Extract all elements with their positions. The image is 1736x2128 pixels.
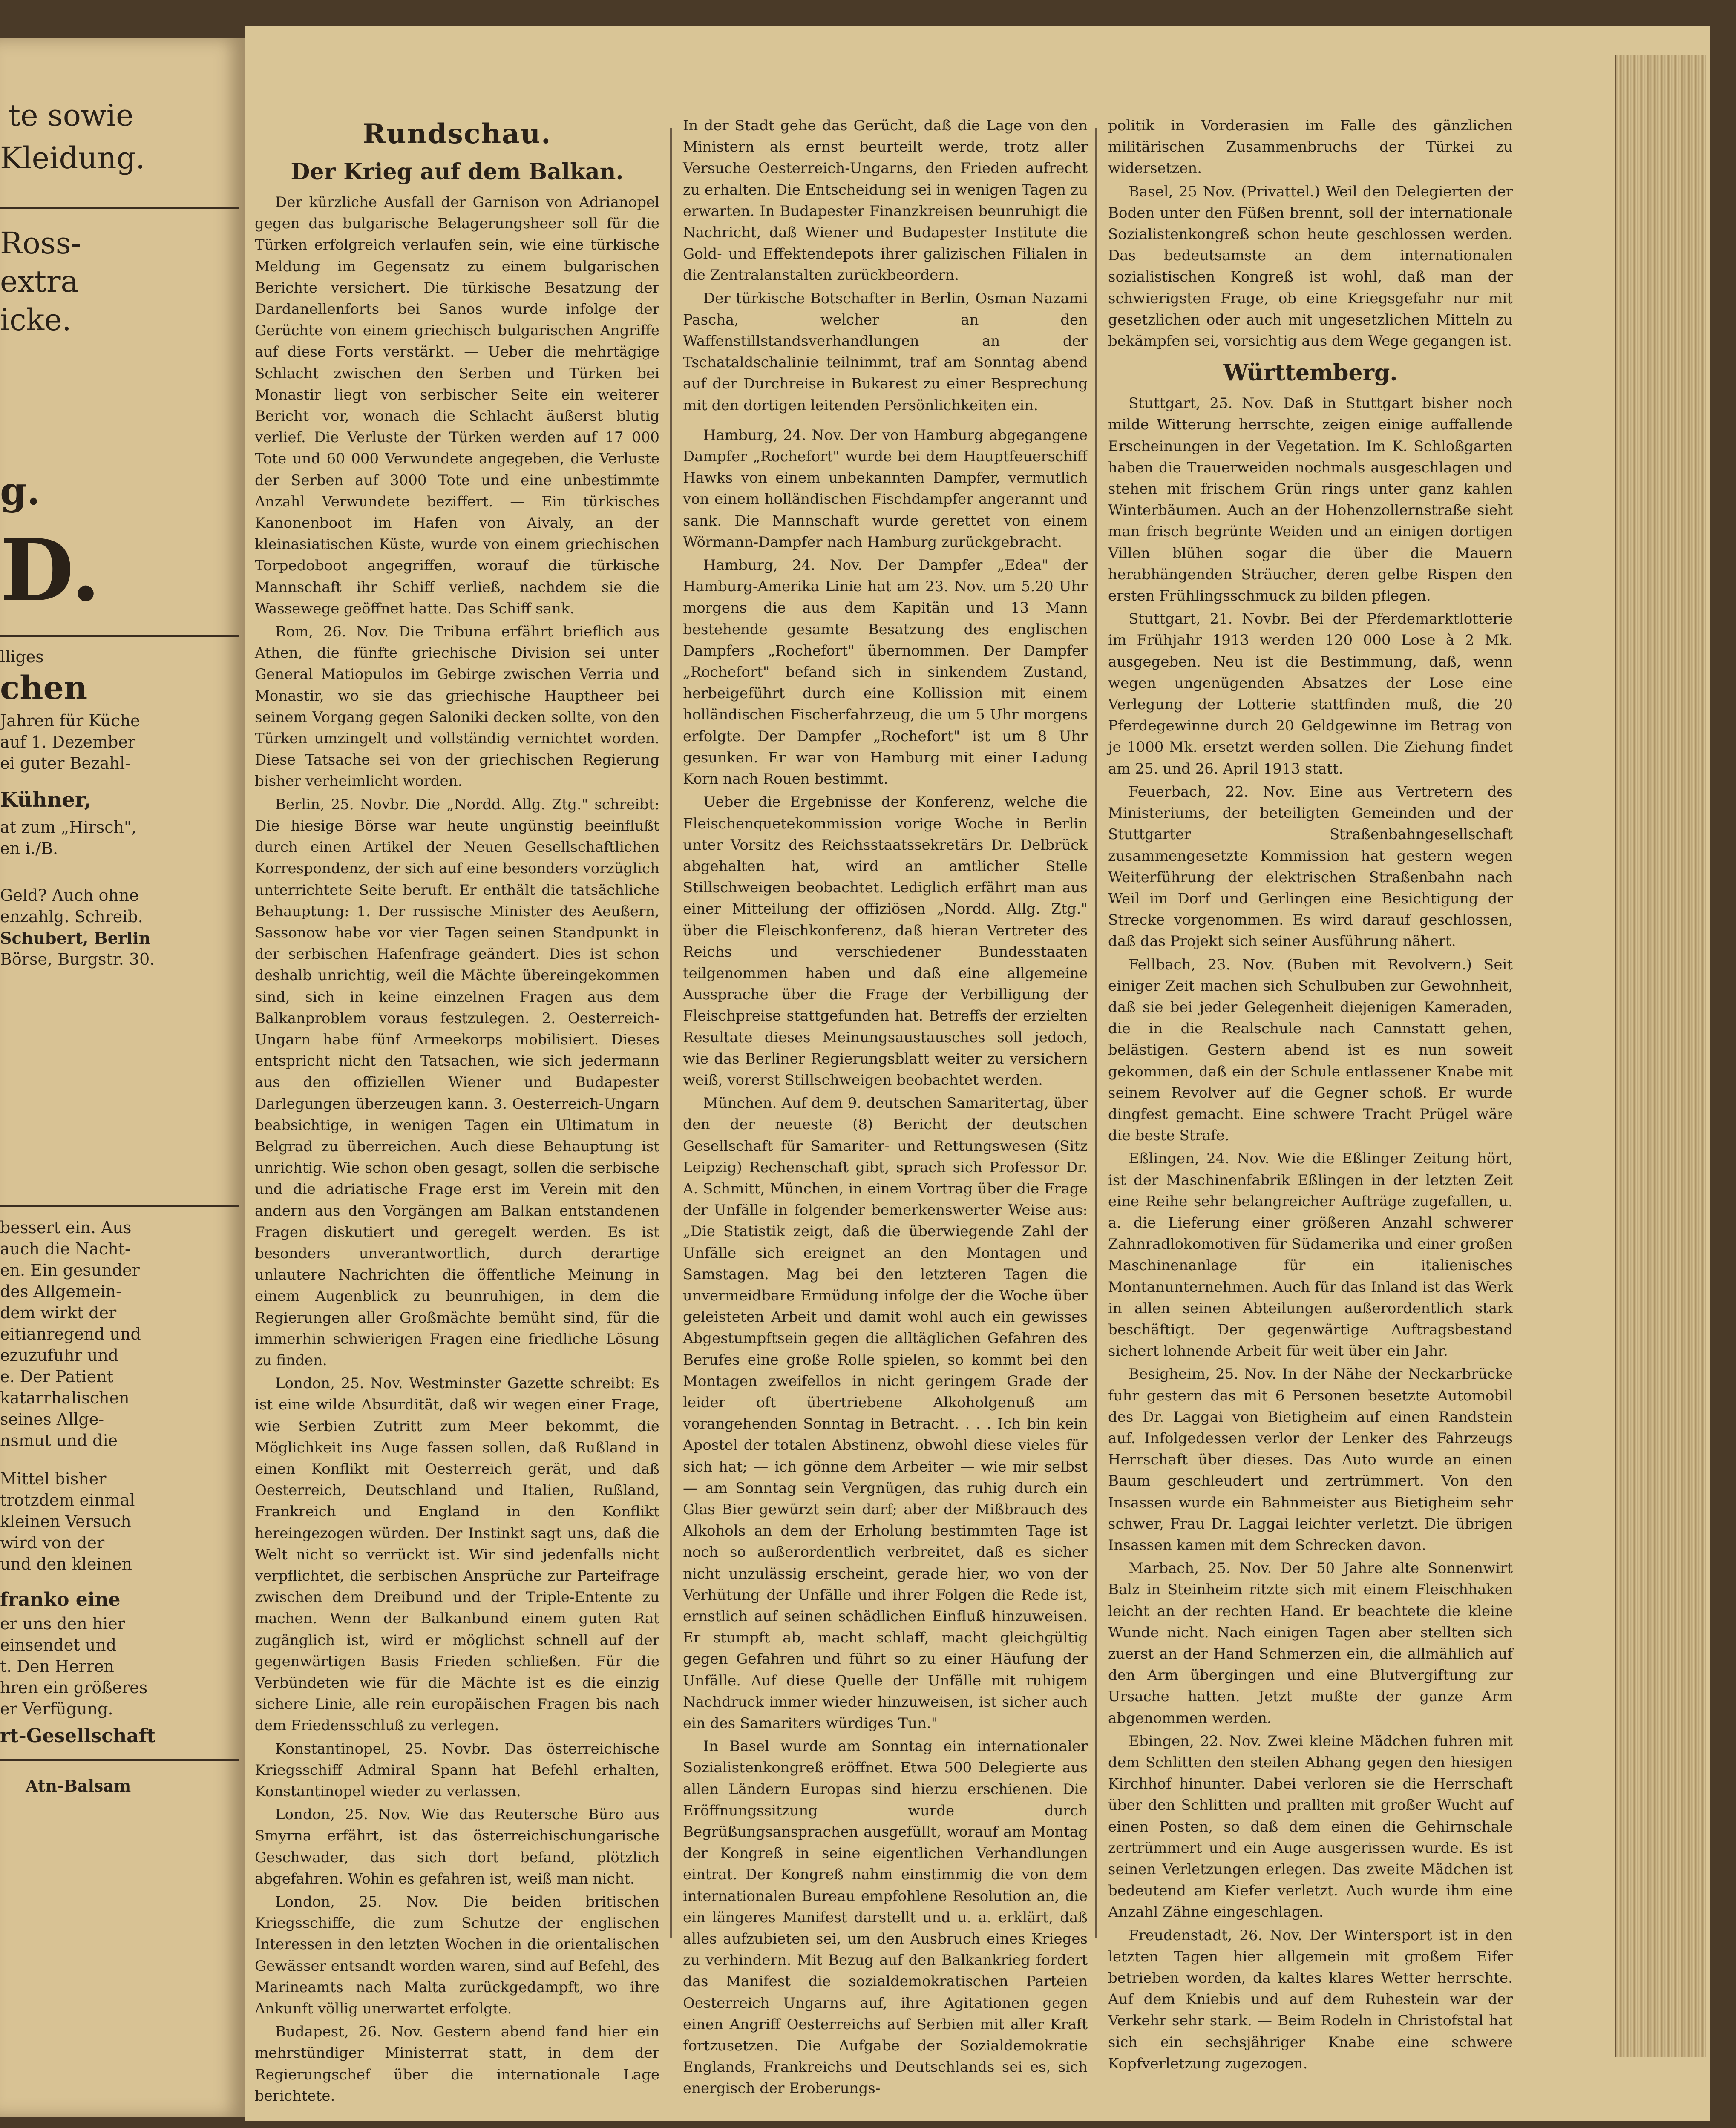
left-page-line: trotzdem einmal [0, 1491, 135, 1510]
left-page-line: hren ein größeres [0, 1678, 148, 1697]
paragraph: London, 25. Nov. Wie das Reutersche Büro aus Smyrna erfährt, ist das österreichischungarische Geschwader, das sich dort befand, plötzlich abgefahren. Wohin es gefahren ist, weiß man nicht. [255, 1806, 659, 1887]
left-page-line: t. Den Herren [0, 1657, 114, 1676]
column-3 [1108, 115, 1513, 2072]
paragraph: In der Stadt gehe das Gerücht, daß die Lage von den Ministern als ernst beurteilt werde, trotz aller Versuche Oesterreich-Ungarns, den Frieden aufrecht zu erhalten. Die Entscheidung sei in wenigen Tagen zu erwarten. In Budapester Finanzkreisen beunruhigt die Nachricht, daß Wiener und Budapester Institute die Gold- und Effektendepots ihrer galizischen Filialen in die Zentralanstalten zurückbeordern. [683, 117, 1088, 284]
column-1 [255, 115, 659, 2105]
left-page-line: er Verfügung. [0, 1700, 113, 1718]
column-rule [670, 128, 672, 1938]
left-page-line: des Allgemein- [0, 1282, 121, 1301]
paragraph: Der türkische Botschafter in Berlin, Osman Nazami Pascha, welcher an den Waffenstillstandsverhandlungen an der Tschataldschalinie teilnimmt, traf am Sonntag abend auf der Durchreise in Bukarest zu einer Besprechung mit den dortigen leitenden Persönlichkeiten ein. [683, 290, 1088, 414]
left-page-line: franko eine [0, 1589, 121, 1610]
left-page-line: ei guter Bezahl- [0, 754, 131, 773]
page-edges [1615, 55, 1706, 2057]
column-2 [683, 115, 1088, 2097]
paragraph: Berlin, 25. Novbr. Die „Nordd. Allg. Ztg." schreibt: Die hiesige Börse war heute ungünstig beeinflußt durch einen Artikel der Neuen Gesellschaftlichen Korrespondenz, der sich auf eine besonders vorzüglich unterrichtete Seite beruft. Er enthält die tatsächliche Behauptung: 1. Der russische Minister des Aeußern, Sassonow habe vor vier Tagen seinen Standpunkt in der serbischen Hafenfrage geändert. Dies ist schon deshalb unrichtig, weil die Mächte übereingekommen sind, sich in keine einzelnen Fragen aus dem Balkanproblem voraus festzulegen. 2. Oesterreich-Ungarn habe fünf Armeekorps mobilisiert. Dieses entspricht nicht den Tatsachen, wie sich jedermann aus den offiziellen Wiener und Budapester Darlegungen überzeugen kann. 3. Oesterreich-Ungarn beabsichtige, in wenigen Tagen ein Ultimatum in Belgrad zu überreichen. Auch diese Behauptung ist unrichtig. Wie schon oben gesagt, sollen die serbische und die adriatische Frage erst im Verein mit den andern aus den Vorgängen am Balkan entstandenen Fragen diskutiert und geregelt werden. Es ist besonders unverantwortlich, durch derartige unlautere Nachrichten die öffentliche Meinung in einem Augenblick zu beunruhigen, in dem die Regierungen aller Großmächte bemüht sind, für die immerhin schwierigen Fragen eine friedliche Lösung zu finden. [255, 796, 659, 1369]
left-page-line: Geld? Auch ohne [0, 886, 139, 905]
left-page-line: er uns den hier [0, 1614, 125, 1633]
paragraph: Freudenstadt, 26. Nov. Der Wintersport ist in den letzten Tagen hier allgemein mit großem Eifer betrieben worden, da kaltes klares Wetter herrschte. Auf dem Kniebis und auf dem Ruhestein war der Verkehr sehr stark. — Beim Rodeln in Christofstal hat sich ein sechsjähriger Knabe eine schwere Kopfverletzung zugezogen. [1108, 1927, 1513, 2072]
paragraph: Hamburg, 24. Nov. Der von Hamburg abgegangene Dampfer „Rochefort" wurde bei dem Hauptfeuerschiff Hawks von einem unbekannten Dampfer, vermutlich von einem holländischen Fischdampfer angerannt und sank. Die Mannschaft wurde gerettet von einem Wörmann-Dampfer nach Hamburg zurückgebracht. [683, 426, 1088, 551]
left-page-rule [0, 1205, 239, 1207]
left-page-line: chen [0, 669, 88, 707]
left-page-line: nsmut und die [0, 1431, 118, 1450]
left-page-line: D. [0, 520, 101, 621]
left-page-line: bessert ein. Aus [0, 1218, 132, 1237]
left-page-rule [0, 635, 239, 637]
left-page-line: lliges [0, 647, 44, 666]
left-page-line: g. [0, 469, 40, 514]
paragraph: politik in Vorderasien im Falle des gänzlichen militärischen Zusammenbruchs der Türkei zu widersetzen. [1108, 117, 1513, 177]
left-page-line: at zum „Hirsch", [0, 818, 137, 837]
paragraph: In Basel wurde am Sonntag ein internationaler Sozialistenkongreß eröffnet. Etwa 500 Delegierte aus allen Ländern Europas sind hierzu erschienen. Die Eröffnungssitzung wurde durch Begrüßungsansprachen ausgefüllt, worauf am Montag der Kongreß in seine eigentlichen Verhandlungen eintrat. Der Kongreß nahm einstimmig die von dem internationalen Bureau empfohlene Resolution an, die ein längeres Manifest darstellt und u. a. erklärt, daß alles aufzubieten sei, um den Ausbruch eines Krieges zu verhindern. Mit Bezug auf den Balkankrieg fordert das Manifest die sozialdemokratischen Parteien Oesterreich Ungarns auf, ihre Agitationen gegen einen Angriff Oesterreichs auf Serbien mit aller Kraft fortzusetzen. Die Aufgabe der Sozialdemokratie Englands, Frankreichs und Deutschlands sei es, sich energisch der Eroberungs- [683, 1738, 1088, 2097]
left-page-line: Kleidung. [0, 141, 145, 175]
section-title: Rundschau. [363, 118, 552, 150]
paragraph: Konstantinopel, 25. Novbr. Das österreichische Kriegsschiff Admiral Spann hat Befehl erhalten, Konstantinopel wieder zu verlassen. [255, 1740, 659, 1800]
left-page-rule [0, 1759, 239, 1761]
left-page-line: einsendet und [0, 1636, 117, 1654]
left-page-line: ezuzufuhr und [0, 1346, 119, 1365]
paragraph: Marbach, 25. Nov. Der 50 Jahre alte Sonnenwirt Balz in Steinheim ritzte sich mit einem Fleischhaken leicht an der rechten Hand. Er beachtete die kleine Wunde nicht. Nach einigen Tagen aber stellten sich zuerst an der Hand Schmerzen ein, die allmählich auf den Arm übergingen und eine Blutvergiftung zur Ursache hatten. Jetzt mußte der ganze Arm abgenommen werden. [1108, 1560, 1513, 1727]
left-page-line: auch die Nacht- [0, 1239, 130, 1258]
paragraph: Besigheim, 25. Nov. In der Nähe der Neckarbrücke fuhr gestern das mit 6 Personen besetzte Automobil des Dr. Laggai von Bietigheim auf einen Randstein auf. Infolgedessen verlor der Lenker des Fahrzeugs Herrschaft über dieses. Das Auto wurde an einen Baum geschleudert und zertrümmert. Von den Insassen wurde ein Bahnmeister aus Bietigheim sehr schwer, Frau Dr. Laggai leichter verletzt. Die übrigen Insassen kamen mit dem Schrecken davon. [1108, 1366, 1513, 1554]
paragraph: Fellbach, 23. Nov. (Buben mit Revolvern.) Seit einiger Zeit machen sich Schulbuben zur Gewohnheit, daß sie bei jeder Gelegenheit diejenigen Kameraden, die in die Realschule nach Cannstatt gehen, belästigen. Gestern abend ist es nun soweit gekommen, daß ein der Schule entlassener Knabe mit seinem Revolver auf die Gegner schoß. Er wurde dingfest gemacht. Eine schwere Tracht Prügel wäre die beste Strafe. [1108, 956, 1513, 1145]
paragraph: London, 25. Nov. Die beiden britischen Kriegsschiffe, die zum Schutze der englischen Interessen in den letzten Wochen in die orientalischen Gewässer entsandt worden waren, sind auf Befehl, des Marineamts nach Malta zurückgedampft, wo ihre Ankunft völlig unerwartet erfolgte. [255, 1893, 659, 2018]
left-page-line: wird von der [0, 1533, 105, 1552]
paragraph: Rom, 26. Nov. Die Tribuna erfährt brieflich aus Athen, die fünfte griechische Division sei unter General Matiopulos im Gebirge zwischen Verria und Monastir, wo sie das griechische Hauptheer bei seinem Vorgang gegen Saloniki decken sollte, von den Türken umzingelt und vollständig vernichtet worden. Diese Tatsache sei von der griechischen Regierung bisher verheimlicht worden. [255, 623, 659, 790]
paragraph: Stuttgart, 21. Novbr. Bei der Pferdemarktlotterie im Frühjahr 1913 werden 120 000 Lose à 2 Mk. ausgegeben. Neu ist die Bestimmung, daß, wenn wegen ungenügenden Absatzes der Lose eine Verlegung der Lotterie stattfinden muß, die 20 Pferdegewinne durch 20 Geldgewinne im Betrag von je 1000 Mk. ersetzt werden sollen. Die Ziehung findet am 25. und 26. April 1913 statt. [1108, 610, 1513, 777]
left-page-line: Börse, Burgstr. 30. [0, 950, 155, 969]
left-page-line: en. Ein gesunder [0, 1261, 140, 1280]
left-page-fragment [0, 38, 245, 2117]
left-page-line: Kühner, [0, 788, 92, 812]
left-page-line: eitianregend und [0, 1325, 141, 1343]
paragraph: Ebingen, 22. Nov. Zwei kleine Mädchen fuhren mit dem Schlitten den steilen Abhang gegen den hiesigen Kirchhof hinunter. Dabei verloren sie die Herrschaft über den Schlitten und prallten mit großer Wucht auf einen Posten, so daß dem einen die Gehirnschale zertrümmert und ein Auge ausgerissen wurde. Es ist seinen Verletzungen erlegen. Das zweite Mädchen ist bedeutend am Kiefer verletzt. Auch wurde ihm eine Anzahl Zähne eingeschlagen. [1108, 1732, 1513, 1921]
left-page-line: dem wirkt der [0, 1303, 117, 1322]
paragraph: London, 25. Nov. Westminster Gazette schreibt: Es ist eine wilde Absurdität, daß wir wegen einer Frage, wie Serbien Zutritt zum Meer bekommt, die Möglichkeit ins Auge fassen sollen, daß Rußland in einen Konflikt mit Oesterreich gerät, und daß Oesterreich, Deutschland und Italien, Rußland, Frankreich und England in den Konflikt hereingezogen würden. Der Instinkt sagt uns, daß die Welt nicht so verrückt ist. Wir sind jedenfalls nicht verpflichtet, die serbischen Ansprüche zur Parteifrage zwischen dem Dreibund und der Triple-Entente zu machen. Wenn der Balkanbund einem guten Rat zugänglich ist, wird er möglichst schnell auf der gegenwärtigen Basis Frieden schließen. Für die Verbündeten wie für die Mächte ist es die einzig sichere Linie, alle rein europäischen Fragen bis nach dem Friedensschluß zu verlegen. [255, 1375, 659, 1734]
paragraph: Stuttgart, 25. Nov. Daß in Stuttgart bisher noch milde Witterung herrschte, zeigen einige auffallende Erscheinungen in der Vegetation. Im K. Schloßgarten haben die Trauerweiden nochmals ausgeschlagen und stehen mit frischem Grün rings unter ganz kahlen Winterbäumen. Auch an der Hohenzollernstraße sieht man frisch begrünte Weiden und an einigen dortigen Villen blühen sogar die über die Mauern herabhängenden Sträucher, deren gelbe Rispen den ersten Frühlingsschmuck zu bilden pflegen. [1108, 395, 1513, 605]
paragraph: München. Auf dem 9. deutschen Samaritertag, über den der neueste (8) Bericht der deutschen Gesellschaft für Samariter- und Rettungswesen (Sitz Leipzig) Rechenschaft gibt, sprach sich Professor Dr. A. Schmitt, München, in einem Vortrag über die Frage der Unfälle in folgender bemerkenswerter Weise aus: „Die Statistik zeigt, daß die überwiegende Zahl der Unfälle sich ereignet an den Montagen und Samstagen. Mag bei den letzteren Tagen die unvermeidbare Ermüdung infolge der die Woche über geleisteten Arbeit und damit wohl auch ein gewisses Abgestumpftsein gegen die alltäglichen Gefahren des Berufes eine große Rolle spielen, so kommt bei den Montagen zweifellos in nicht geringem Grade der leider oft übertriebene Alkoholgenuß am vorangehenden Sonntag in Betracht. . . . Ich bin kein Apostel der totalen Abstinenz, obwohl diese vieles für sich hat; — ich gönne dem Arbeiter — wie mir selbst — am Sonntag sein Vergnügen, das ruhig durch ein Glas Bier gewürzt sein darf; aber der Mißbrauch des Alkohols an dem der Erholung bestimmten Tage ist noch so außerordentlich verbreitet, daß es sicher nicht unzulässig erscheint, gerade hier, wo von der Verhütung der Unfälle und ihrer Folgen die Rede ist, ernstlich auf seinen schädlichen Einfluß hinzuweisen. Er stumpft ab, macht schlaff, macht gleichgültig gegen Gefahren und führt so zu einer Häufung der Unfälle. Auf diese Quelle der Unfälle mit ruhigem Nachdruck immer wieder hinzuweisen, ist sicher auch ein des Samariters würdiges Tun." [683, 1095, 1088, 1732]
column-rule [1095, 128, 1097, 1938]
left-page-line: e. Der Patient [0, 1367, 114, 1386]
region-heading: Württemberg. [1223, 360, 1398, 386]
left-page-line: te sowie [9, 98, 134, 133]
left-page-line: icke. [0, 302, 72, 337]
paragraph: Eßlingen, 24. Nov. Wie die Eßlinger Zeitung hört, ist der Maschinenfabrik Eßlingen in der letzten Zeit eine Reihe sehr belangreicher Aufträge zugefallen, u. a. die Lieferung einer größeren Anzahl schwerer Zahnradlokomotiven für Südamerika und einer großen Maschinenanlage für ein italienisches Montanunternehmen. Auch für das Inland ist das Werk in allen seinen Abteilungen außerordentlich stark beschäftigt. Der gegenwärtige Auftragsbestand sichert lohnende Arbeit für weit über ein Jahr. [1108, 1150, 1513, 1360]
left-page-line: enzahlg. Schreib. [0, 907, 143, 926]
left-page-line: kleinen Versuch [0, 1512, 131, 1531]
paragraph: Budapest, 26. Nov. Gestern abend fand hier ein mehrstündiger Ministerrat statt, in dem der Regierungschef über die internationale Lage berichtete. [255, 2023, 659, 2105]
left-page-line: Ross- [0, 226, 81, 261]
paragraph: Der kürzliche Ausfall der Garnison von Adrianopel gegen das bulgarische Belagerungsheer soll für die Türken erfolgreich verlaufen sein, wie eine türkische Meldung im Gegensatz zu einem bulgarischen Berichte versichert. Die türkische Besatzung der Dardanellenforts bei Sanos wurde infolge der Gerüchte von einem griechisch bulgarischen Angriffe auf diese Forts verstärkt. — Ueber die mehrtägige Schlacht zwischen den Serben und Türken bei Monastir liegt von serbischer Seite ein weiterer Bericht vor, wonach die Schlacht äußerst blutig verlief. Die Verluste der Türken werden auf 17 000 Tote und 60 000 Verwundete angegeben, die Verluste der Serben auf 3000 Tote und eine unbestimmte Anzahl Verwundete beziffert. — Ein türkisches Kanonenboot im Hafen von Aivaly, an der kleinasiatischen Küste, wurde von einem griechischen Torpedoboot angegriffen, worauf die türkische Mannschaft ihr Schiff verließ, nachdem sie die Wassewege geöffnet hatte. Das Schiff sank. [255, 194, 659, 617]
left-page-line: auf 1. Dezember [0, 733, 136, 751]
left-page-line: Jahren für Küche [0, 711, 140, 730]
left-page-line: Schubert, Berlin [0, 929, 151, 948]
paragraph: Feuerbach, 22. Nov. Eine aus Vertretern des Ministeriums, der beteiligten Gemeinden und der Stuttgarter Straßenbahngesellschaft zusammengesetzte Kommission hat gestern wegen Weiterführung der elektrischen Straßenbahn nach Weil im Dorf und Gerlingen eine Besichtigung der Strecke vorgenommen. Es wird darauf geschlossen, daß das Projekt sich seiner Ausführung nähert. [1108, 783, 1513, 950]
article-title: Der Krieg auf dem Balkan. [291, 159, 624, 185]
paragraph: Ueber die Ergebnisse der Konferenz, welche die Fleischenquetekommission vorige Woche in Berlin unter Vorsitz des Reichsstaatssekretärs Dr. Delbrück abgehalten hat, wird an amtlicher Stelle Stillschweigen beobachtet. Lediglich erfährt man aus einer Mitteilung der offiziösen „Nordd. Allg. Ztg." über die Fleischkonferenz, daß hieran Vertreter des Reichs und verschiedener Bundesstaaten teilgenommen haben und daß eine allgemeine Aussprache über die Frage der Verbilligung der Fleischpreise stattgefunden hat. Betreffs der erzielten Resultate dieses Meinungsaustausches soll jedoch, wie das Berliner Regierungsblatt weiter zu versichern weiß, vorerst Stillschweigen beobachtet werden. [683, 794, 1088, 1089]
left-page-line: en i./B. [0, 839, 58, 858]
left-page-line: katarrhalischen [0, 1389, 130, 1407]
left-page-line: und den kleinen [0, 1555, 132, 1573]
paragraph: Hamburg, 24. Nov. Der Dampfer „Edea" der Hamburg-Amerika Linie hat am 23. Nov. um 5.20 Uhr morgens die aus dem Kapitän und 13 Mann bestehende gesamte Besatzung des englischen Dampfers „Rochefort" übernommen. Der Dampfer „Rochefort" befand sich in sinkendem Zustand, herbeigeführt durch eine Kollission mit einem holländischen Fischerfahrzeug, die um 5 Uhr morgens erfolgte. Der Dampfer „Rochefort" ist um 8 Uhr gesunken. Er war von Hamburg mit einer Ladung Korn nach Rouen bestimmt. [683, 557, 1088, 788]
left-page-line: rt-Gesellschaft [0, 1725, 155, 1747]
paragraph: Basel, 25 Nov. (Privattel.) Weil den Delegierten der Boden unter den Füßen brennt, soll der internationale Sozialistenkongreß schon heute geschlossen werden. Das bedeutsamste an dem internationalen sozialistischen Kongreß ist wohl, daß man der schwierigsten Frage, ob eine Kriegsgefahr nur mit gesetzlichen oder auch mit ungesetzlichen Mitteln zu bekämpfen sei, vorsichtig aus dem Wege gegangen ist. [1108, 183, 1513, 350]
left-page-line: extra [0, 264, 79, 299]
left-page-rule [0, 207, 239, 209]
left-page-line: Mittel bisher [0, 1469, 107, 1488]
left-page-line: Atn-Balsam [26, 1776, 131, 1795]
left-page-line: seines Allge- [0, 1410, 104, 1429]
